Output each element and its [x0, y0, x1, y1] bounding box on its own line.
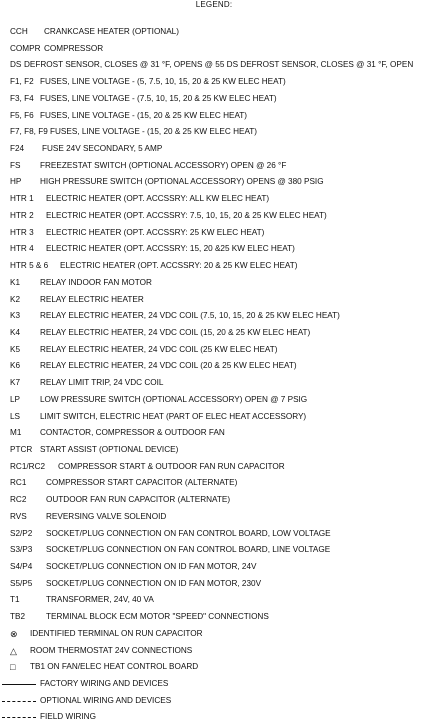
legend-description: REVERSING VALVE SOLENOID: [46, 511, 167, 521]
square-icon: □: [10, 662, 16, 673]
circle-x-icon: ⊗: [10, 628, 18, 639]
legend-row: [10, 375, 428, 392]
legend-description: RELAY ELECTRIC HEATER, 24 VDC COIL (7.5, 10, 15, 20 & 25 KW ELEC HEAT): [40, 311, 340, 321]
legend-code: RC1/RC2: [10, 461, 46, 471]
legend-code: K5: [10, 344, 21, 354]
legend-row: [10, 492, 428, 509]
legend-wiring-row: [10, 693, 428, 710]
legend-description: LOW PRESSURE SWITCH (OPTIONAL ACCESSORY) OPEN @ 7 PSIG: [40, 394, 308, 404]
legend-wiring-row: [10, 709, 428, 726]
legend-description: COMPRESSOR: [44, 43, 104, 53]
legend-row: [10, 425, 428, 442]
legend-description: ELECTRIC HEATER (OPT. ACCSSRY: 15, 20 &25 KW ELEC HEAT): [46, 244, 295, 254]
legend-description: SOCKET/PLUG CONNECTION ON ID FAN MOTOR, 230V: [46, 578, 262, 588]
legend-row: [10, 526, 428, 543]
legend-description: SOCKET/PLUG CONNECTION ON FAN CONTROL BOARD, LOW VOLTAGE: [46, 528, 331, 538]
legend-description: LIMIT SWITCH, ELECTRIC HEAT (PART OF ELEC HEAT ACCESSORY): [40, 411, 307, 421]
legend-row: [10, 275, 428, 292]
legend-row: [10, 158, 428, 175]
legend-description: FUSE 24V SECONDARY, 5 AMP: [42, 144, 163, 154]
legend-code: S5/P5: [10, 578, 33, 588]
legend-row: [10, 542, 428, 559]
legend-row: [10, 442, 428, 459]
legend-description: ELECTRIC HEATER (OPT. ACCSSRY: ALL KW ELEC HEAT): [46, 194, 270, 204]
legend-row: [10, 409, 428, 426]
legend-code: F5, F6: [10, 110, 34, 120]
legend-row: [10, 392, 428, 409]
legend-code: DS: [10, 60, 22, 70]
legend-row: [10, 24, 428, 41]
legend-description: CONTACTOR, COMPRESSOR & OUTDOOR FAN: [40, 428, 225, 438]
legend-code: K2: [10, 294, 21, 304]
legend-description: FUSES, LINE VOLTAGE - (15, 20 & 25 KW ELEC HEAT): [40, 110, 248, 120]
legend-description: ELECTRIC HEATER (OPT. ACCSSRY: 25 KW ELEC HEAT): [46, 227, 265, 237]
legend-code: HTR 4: [10, 244, 34, 254]
legend-code: LP: [10, 394, 21, 404]
legend-code: PTCR: [10, 444, 33, 454]
legend-code: K1: [10, 277, 21, 287]
legend-row: [10, 342, 428, 359]
legend-list: [10, 24, 428, 726]
legend-description: FREEZESTAT SWITCH (OPTIONAL ACCESSORY) OPEN @ 26 °F: [40, 160, 287, 170]
legend-code: RC1: [10, 478, 27, 488]
legend-description: CRANKCASE HEATER (OPTIONAL): [44, 27, 179, 36]
legend-description: ELECTRIC HEATER (OPT. ACCSSRY: 7.5, 10, 15, 20 & 25 KW ELEC HEAT): [46, 210, 327, 220]
legend-row: [10, 609, 428, 626]
legend-description: TERMINAL BLOCK ECM MOTOR "SPEED" CONNECTIONS: [46, 612, 269, 622]
legend-code: K3: [10, 311, 21, 321]
legend-description: FIELD WIRING: [40, 712, 96, 722]
legend-row: [10, 141, 428, 158]
legend-row: [10, 91, 428, 108]
dashdot-line-icon: [2, 701, 36, 702]
legend-description: RELAY LIMIT TRIP, 24 VDC COIL: [40, 378, 164, 388]
legend-row: [10, 576, 428, 593]
legend-description: FUSES, LINE VOLTAGE - (15, 20 & 25 KW ELEC HEAT): [50, 127, 258, 137]
legend-description: HIGH PRESSURE SWITCH (OPTIONAL ACCESSORY) OPENS @ 380 PSIG: [40, 177, 324, 187]
legend-row: [10, 74, 428, 91]
legend-row: [10, 225, 428, 242]
legend-row: [10, 358, 428, 375]
solid-line-icon: [2, 684, 36, 685]
legend-symbol-row: [10, 626, 428, 643]
legend-code: LS: [10, 411, 21, 421]
legend-code: HTR 3: [10, 227, 34, 237]
legend-description: ROOM THERMOSTAT 24V CONNECTIONS: [30, 645, 193, 655]
legend-row: [10, 57, 428, 74]
legend-code: F7, F8, F9: [10, 127, 48, 137]
legend-row: [10, 475, 428, 492]
legend-symbol-row: [10, 659, 428, 676]
legend-row: [10, 241, 428, 258]
legend-code: S2/P2: [10, 528, 33, 538]
legend-description: IDENTIFIED TERMINAL ON RUN CAPACITOR: [30, 628, 203, 638]
legend-description: TRANSFORMER, 24V, 40 VA: [46, 595, 154, 605]
legend-row: [10, 258, 428, 275]
triangle-icon: △: [10, 645, 17, 656]
legend-description: RELAY ELECTRIC HEATER, 24 VDC COIL (25 KW ELEC HEAT): [40, 344, 278, 354]
legend-description: SOCKET/PLUG CONNECTION ON ID FAN MOTOR, 24V: [46, 562, 257, 571]
legend-code: S4/P4: [10, 562, 33, 571]
legend-row: [10, 308, 428, 325]
legend-description: COMPRESSOR START CAPACITOR (ALTERNATE): [46, 478, 238, 488]
legend-description: START ASSIST (OPTIONAL DEVICE): [40, 444, 179, 454]
legend-code: F24: [10, 144, 25, 154]
legend-code: HTR 2: [10, 210, 34, 220]
legend-code: CCH: [10, 27, 28, 36]
legend-row: [10, 292, 428, 309]
legend-description: RELAY ELECTRIC HEATER, 24 VDC COIL (20 & 25 KW ELEC HEAT): [40, 361, 297, 371]
dash-line-icon: [2, 717, 36, 718]
legend-code: F3, F4: [10, 93, 34, 103]
legend-description: TB1 ON FAN/ELEC HEAT CONTROL BOARD: [30, 662, 199, 672]
legend-symbol-row: [10, 643, 428, 660]
legend-code: T1: [10, 595, 20, 605]
legend-title: LEGEND:: [195, 0, 233, 9]
legend-code: COMPR: [10, 43, 41, 53]
legend-row: [10, 191, 428, 208]
legend-code: HP: [10, 177, 22, 187]
legend-description: FUSES, LINE VOLTAGE - (7.5, 10, 15, 20 & 25 KW ELEC HEAT): [40, 93, 277, 103]
legend-code: S3/P3: [10, 545, 33, 555]
legend-code: K4: [10, 327, 21, 337]
legend-description: SOCKET/PLUG CONNECTION ON FAN CONTROL BOARD, LINE VOLTAGE: [46, 545, 331, 555]
legend-code: RC2: [10, 495, 27, 505]
legend-code: K6: [10, 361, 21, 371]
legend-description: OUTDOOR FAN RUN CAPACITOR (ALTERNATE): [46, 495, 231, 505]
legend-row: [10, 592, 428, 609]
legend-description: ELECTRIC HEATER (OPT. ACCSSRY: 20 & 25 KW ELEC HEAT): [60, 261, 298, 271]
legend-row: [10, 325, 428, 342]
legend-row: [10, 509, 428, 526]
legend-row: [10, 208, 428, 225]
legend-wiring-row: [10, 676, 428, 693]
legend-code: K7: [10, 378, 21, 388]
legend-code: RVS: [10, 511, 27, 521]
legend-code: FS: [10, 160, 21, 170]
legend-row: [10, 124, 428, 141]
legend-description: OPTIONAL WIRING AND DEVICES: [40, 695, 172, 705]
legend-description: COMPRESSOR START & OUTDOOR FAN RUN CAPACITOR: [58, 461, 285, 471]
legend-code: TB2: [10, 612, 26, 622]
legend-description: RELAY ELECTRIC HEATER, 24 VDC COIL (15, 20 & 25 KW ELEC HEAT): [40, 327, 311, 337]
legend-code: HTR 1: [10, 194, 34, 204]
legend-description: FUSES, LINE VOLTAGE - (5, 7.5, 10, 15, 20 & 25 KW ELEC HEAT): [40, 77, 286, 87]
legend-description: RELAY INDOOR FAN MOTOR: [40, 277, 152, 287]
legend-row: [10, 108, 428, 125]
legend-code: M1: [10, 428, 22, 438]
legend-description: DEFROST SENSOR, CLOSES @ 31 °F, OPENS @ 55 DS DEFROST SENSOR, CLOSES @ 31 °F, OPEN: [24, 60, 414, 70]
legend-row: [10, 559, 428, 576]
legend-code: HTR 5 & 6: [10, 261, 49, 271]
legend-description: FACTORY WIRING AND DEVICES: [40, 679, 169, 689]
legend-description: RELAY ELECTRIC HEATER: [40, 294, 144, 304]
legend-row: [10, 41, 428, 58]
legend-row: [10, 459, 428, 476]
legend-code: F1, F2: [10, 77, 34, 87]
legend-row: [10, 174, 428, 191]
